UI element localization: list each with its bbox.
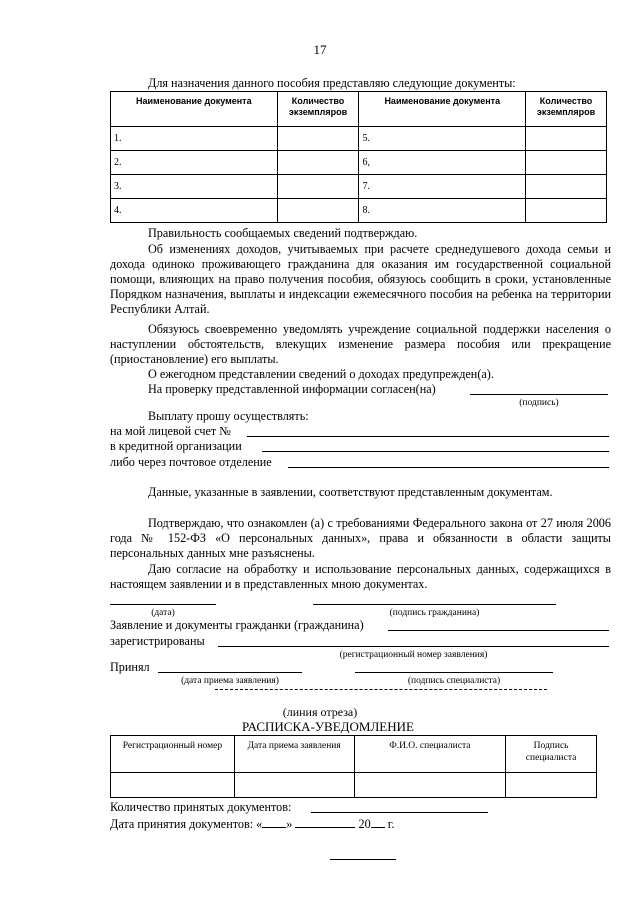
accept-date-cell[interactable] <box>234 773 354 798</box>
doc-count-cell[interactable] <box>526 175 607 199</box>
doc-name-cell[interactable]: 8. <box>359 199 526 223</box>
acceptance-year-suffix: г. <box>387 817 395 831</box>
doc-count-cell[interactable] <box>526 151 607 175</box>
receipt-header-row <box>111 736 597 773</box>
acceptance-date-label: Дата принятия документов: « <box>110 817 263 831</box>
post-office-label: либо через почтовое отделение <box>110 455 272 469</box>
doc-name-cell[interactable]: 7. <box>359 175 526 199</box>
doc-count-cell[interactable] <box>277 175 359 199</box>
footer-rule <box>330 859 396 860</box>
cut-line <box>215 689 547 690</box>
doc-name-cell[interactable]: 4. <box>111 199 278 223</box>
header-doc-count-1: Количество экземпляров <box>277 92 359 127</box>
citizen-name-field[interactable] <box>388 630 609 631</box>
doc-name-cell[interactable]: 1. <box>111 127 278 151</box>
acceptance-day-field[interactable] <box>262 816 286 828</box>
verify-signature-line[interactable] <box>470 394 608 395</box>
acceptance-date-row <box>110 816 394 832</box>
docs-intro: Для назначения данного пособия представляю следующие документы: <box>148 76 516 90</box>
header-specialist-signature: Подпись специалиста <box>506 736 597 773</box>
confirm-statement: Правильность сообщаемых сведений подтверждаю. <box>148 226 418 240</box>
post-office-field[interactable] <box>288 467 609 468</box>
account-label: на мой лицевой счет № <box>110 424 231 438</box>
accept-date-caption: (дата приема заявления) <box>181 676 279 686</box>
doc-name-cell[interactable]: 6, <box>359 151 526 175</box>
receipt-title: РАСПИСКА-УВЕДОМЛЕНИЕ <box>242 719 414 734</box>
doc-name-cell[interactable]: 5. <box>359 127 526 151</box>
doc-count-cell[interactable] <box>526 127 607 151</box>
account-number-field[interactable] <box>247 436 609 437</box>
citizen-signature-line[interactable] <box>313 604 556 605</box>
cut-line-caption: (линия отреза) <box>282 705 358 719</box>
table-row <box>111 199 607 223</box>
header-doc-name-2: Наименование документа <box>359 92 526 127</box>
bank-label: в кредитной организации <box>110 439 242 453</box>
acceptance-year-field[interactable] <box>371 816 385 828</box>
accept-date-field[interactable] <box>158 672 302 673</box>
payment-request: Выплату прошу осуществлять: <box>148 409 309 423</box>
docs-count-label: Количество принятых документов: <box>110 800 292 814</box>
accepted-label: Принял <box>110 660 150 674</box>
table-row <box>111 151 607 175</box>
reg-number-field[interactable] <box>218 646 609 647</box>
table-row <box>111 773 597 798</box>
registered-label: зарегистрированы <box>110 634 205 648</box>
annual-notice: О ежегодном представлении сведений о доходах предупрежден(а). <box>148 367 494 381</box>
bank-name-field[interactable] <box>262 451 609 452</box>
citizen-signature-caption: (подпись гражданина) <box>389 608 480 618</box>
doc-count-cell[interactable] <box>277 127 359 151</box>
doc-name-cell[interactable]: 2. <box>111 151 278 175</box>
header-doc-name-1: Наименование документа <box>111 92 278 127</box>
income-changes-paragraph: Об изменениях доходов, учитываемых при расчете среднедушевого дохода семьи и дохода одиноко проживающего гражданина для оказания им государственной социальной помощи, влияющих на право получения пособия, обязуюсь сообщить в сроки, установленные Порядком назначения, выплаты и индексации ежемесячного пособия на ребенка на территории Республики Алтай. <box>110 242 611 316</box>
date-caption: (дата) <box>151 608 175 618</box>
consent-paragraph: Даю согласие на обработку и использование персональных данных, содержащихся в настоящем заявлении и в представленных мною документах. <box>110 562 611 591</box>
docs-count-field[interactable] <box>311 812 488 813</box>
acceptance-date-mid: » <box>286 817 293 831</box>
page-number: 17 <box>313 42 327 57</box>
date-line[interactable] <box>110 604 216 605</box>
personal-data-law-paragraph: Подтверждаю, что ознакомлен (а) с требованиями Федерального закона от 27 июля 2006 года № 152-ФЗ «О персональных данных», права и обязанности в области защиты персональных данных мне разъяснены. <box>110 516 611 560</box>
receipt-table <box>110 735 597 798</box>
header-reg-number: Регистрационный номер <box>111 736 235 773</box>
specialist-signature-cell[interactable] <box>506 773 597 798</box>
specialist-name-cell[interactable] <box>354 773 506 798</box>
doc-name-cell[interactable]: 3. <box>111 175 278 199</box>
header-accept-date: Дата приема заявления <box>234 736 354 773</box>
data-correspond-paragraph: Данные, указанные в заявлении, соответствуют представленным документам. <box>148 485 553 499</box>
acceptance-year: 20 <box>358 817 371 831</box>
specialist-signature-caption: (подпись специалиста) <box>407 676 501 686</box>
header-doc-count-2: Количество экземпляров <box>526 92 607 127</box>
reg-number-cell[interactable] <box>111 773 235 798</box>
doc-count-cell[interactable] <box>277 151 359 175</box>
verify-consent-label: На проверку представленной информации согласен(на) <box>148 382 436 396</box>
header-specialist-name: Ф.И.О. специалиста <box>354 736 506 773</box>
application-docs-label: Заявление и документы гражданки (гражданина) <box>110 618 364 632</box>
reg-number-caption: (регистрационный номер заявления) <box>339 650 488 660</box>
table-row <box>111 175 607 199</box>
specialist-signature-field[interactable] <box>355 672 553 673</box>
doc-count-cell[interactable] <box>526 199 607 223</box>
obligation-paragraph: Обязуюсь своевременно уведомлять учреждение социальной поддержки населения о наступлении обстоятельств, влекущих изменение размера пособия или прекращение (приостановление) его выплаты. <box>110 322 611 366</box>
documents-table <box>110 91 607 223</box>
signature-caption: (подпись) <box>519 398 559 408</box>
doc-count-cell[interactable] <box>277 199 359 223</box>
table-header-row <box>111 92 607 127</box>
table-row <box>111 127 607 151</box>
acceptance-month-field[interactable] <box>295 816 355 828</box>
